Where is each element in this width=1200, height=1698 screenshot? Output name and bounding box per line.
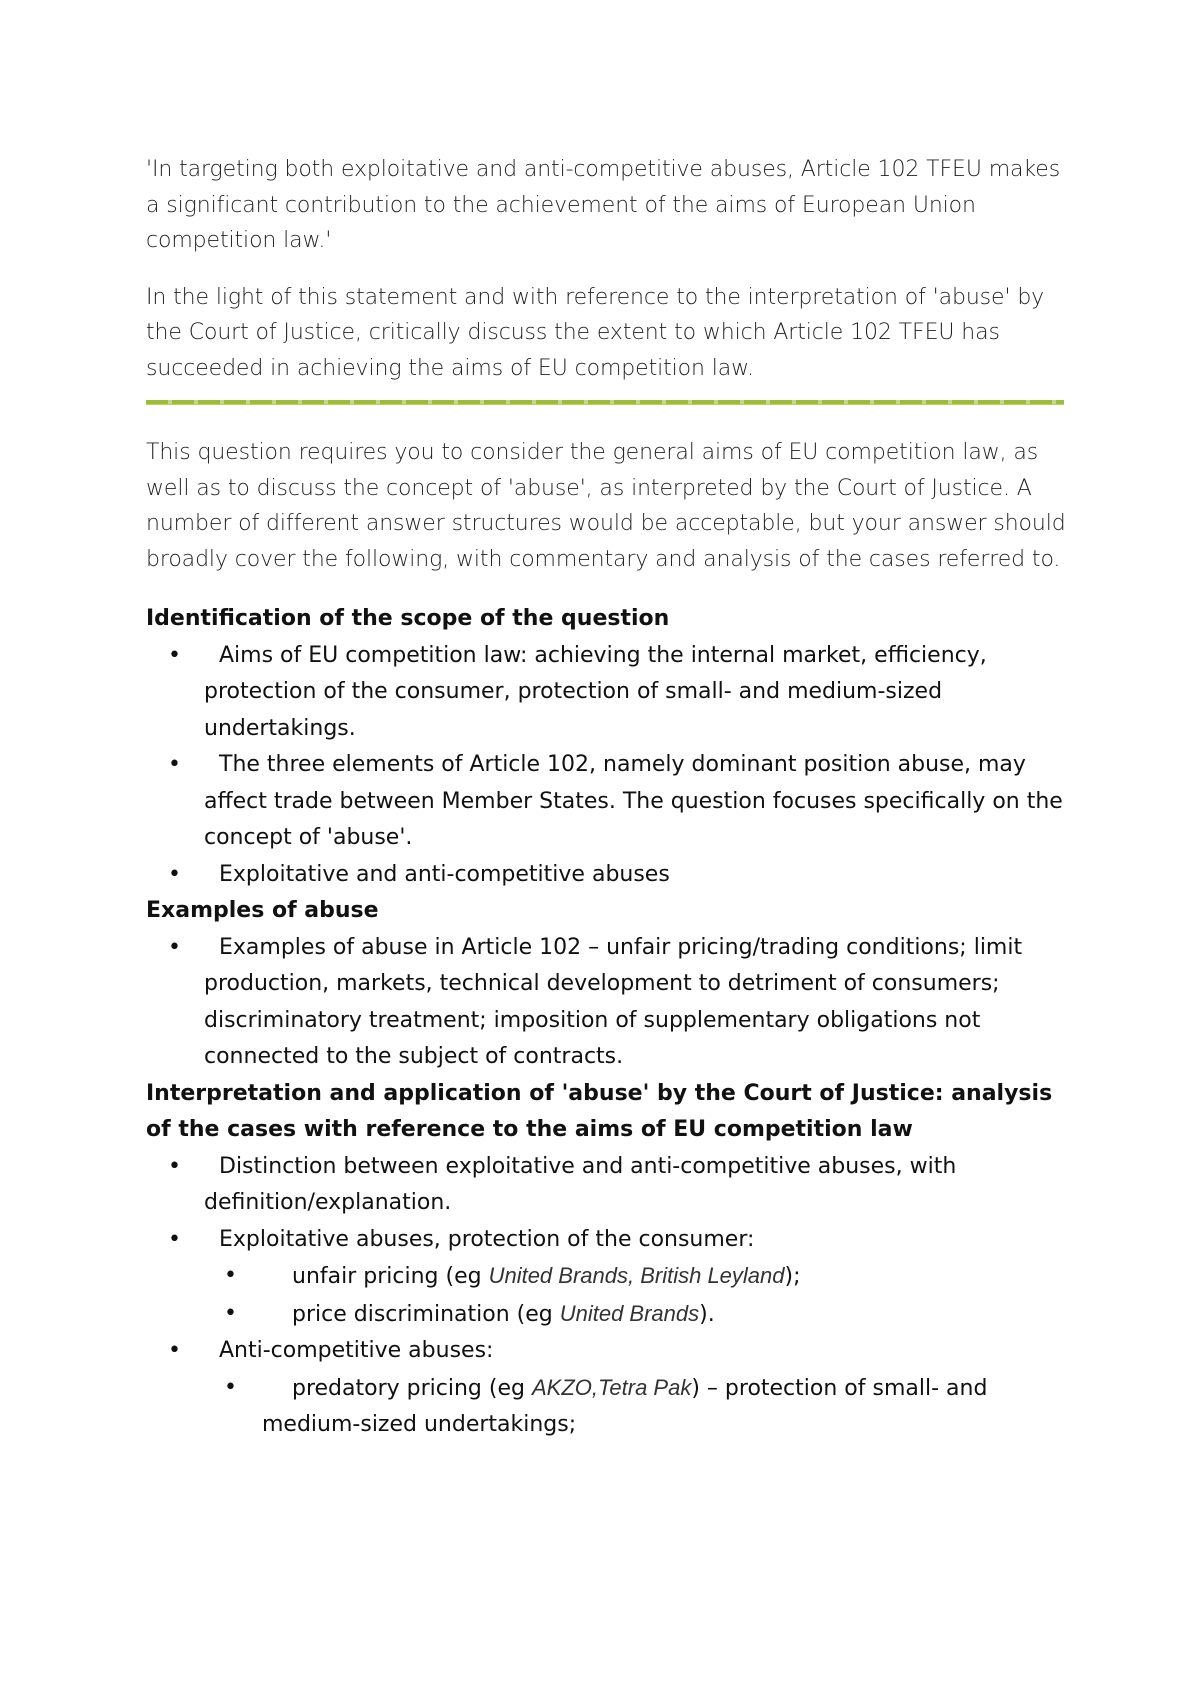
section-heading-interpretation: Interpretation and application of 'abuse' by the Court of Justice: analysis of the cases with reference to the aims of EU competition law [146, 1080, 1053, 1142]
sub-list-item: • unfair pricing (eg United Brands, British Leyland); [146, 1258, 1066, 1296]
anticompetitive-sublist [204, 1370, 1066, 1444]
list-item: • The three elements of Article 102, namely dominant position abuse, may affect trade between Member States. The question focuses specifically on the concept of 'abuse'. [146, 747, 1066, 857]
bullet-icon: • [168, 1153, 181, 1179]
case-citation: United Brands [559, 1300, 700, 1326]
bullet-icon: • [224, 1374, 237, 1400]
bullet-icon: • [168, 1226, 181, 1252]
bullet-icon: • [224, 1263, 237, 1288]
list-item: • Anti-competitive abuses: • predatory pricing (eg AKZO,Tetra Pak) – protection of small- and medium-sized undertakings; [146, 1333, 1066, 1444]
quoted-statement: 'In targeting both exploitative and anti-competitive abuses, Article 102 TFEU makes a significant contribution to the achievement of the aims of European Union competition law.' [146, 157, 1061, 253]
list-item: • Exploitative and anti-competitive abuses [146, 857, 1066, 894]
examples-list [146, 930, 1066, 1076]
list-item: • Examples of abuse in Article 102 – unfair pricing/trading conditions; limit production, markets, technical development to detriment of consumers; discriminatory treatment; imposition of supplementary obligations not connected to the subject of contracts. [146, 930, 1066, 1076]
case-citation: AKZO,Tetra Pak [531, 1374, 692, 1400]
question-task: In the light of this statement and with reference to the interpretation of 'abuse' by the Court of Justice, critically discuss the extent to which Article 102 TFEU has succeeded in achieving the aims of EU competition law. [146, 284, 1045, 381]
list-item: • Distinction between exploitative and anti-competitive abuses, with definition/explanation. [146, 1149, 1066, 1222]
sub-list-item: • price discrimination (eg United Brands). [146, 1296, 1066, 1334]
section-heading-examples: Examples of abuse [146, 898, 379, 923]
section-heading-scope: Identification of the scope of the question [146, 606, 670, 631]
scope-list [146, 638, 1066, 894]
document-page [146, 152, 1066, 1444]
list-item: • Exploitative abuses, protection of the consumer: • unfair pricing (eg United Brands, British Leyland); • price discrimination (eg United Brands). [146, 1222, 1066, 1334]
bullet-icon: • [224, 1300, 237, 1326]
bullet-icon: • [168, 752, 181, 777]
exploitative-sublist [204, 1258, 1066, 1333]
bullet-icon: • [168, 934, 181, 960]
answer-guidance-intro [146, 435, 1066, 577]
bullet-icon: • [168, 1338, 181, 1363]
essay-question [146, 152, 1066, 386]
list-item: • Aims of EU competition law: achieving the internal market, efficiency, protection of the consumer, protection of small- and medium-sized undertakings. [146, 638, 1066, 748]
interpretation-list [146, 1149, 1066, 1444]
bullet-icon: • [168, 642, 181, 668]
bullet-icon: • [168, 861, 181, 887]
sub-list-item: • predatory pricing (eg AKZO,Tetra Pak) – protection of small- and medium-sized undertakings; [146, 1370, 1066, 1444]
case-citation: United Brands, British Leyland [488, 1263, 785, 1288]
section-divider [146, 400, 1064, 405]
intro-paragraph: This question requires you to consider the general aims of EU competition law, as well as to discuss the concept of 'abuse', as interpreted by the Court of Justice. A number of different answer structures would be acceptable, but your answer should broadly cover the following, with commentary and analysis of the cases referred to. [146, 440, 1066, 572]
answer-outline [146, 601, 1066, 1444]
